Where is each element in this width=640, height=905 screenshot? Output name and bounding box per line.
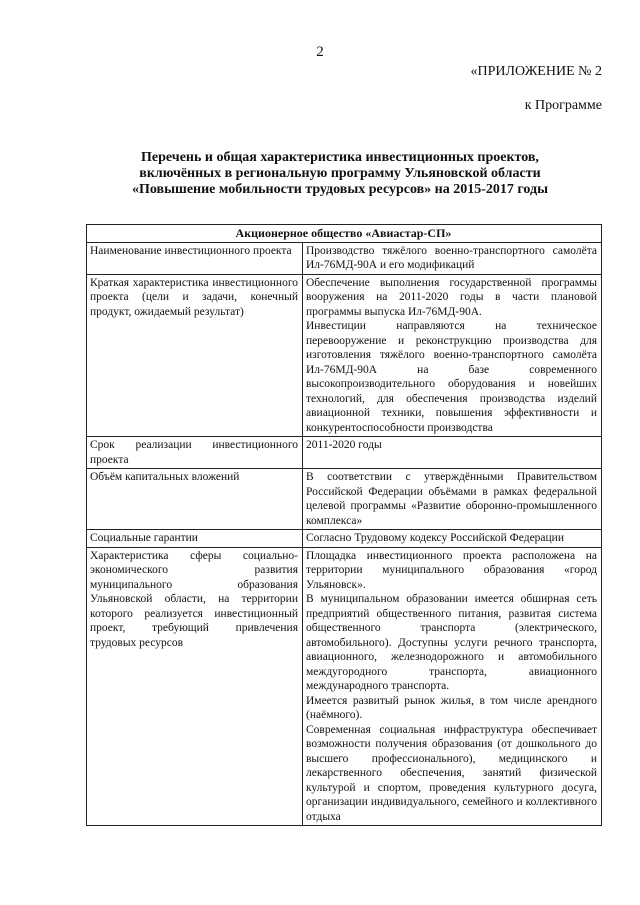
row-label-social-guarantees: Социальные гарантии — [87, 530, 303, 548]
appendix-label: «ПРИЛОЖЕНИЕ № 2 — [470, 64, 602, 79]
row-label-project-name: Наименование инвестиционного проекта — [87, 242, 303, 274]
value-paragraph: 2011-2020 годы — [306, 439, 382, 451]
row-value-project-name — [303, 242, 602, 274]
value-paragraph: Площадка инвестиционного проекта расположена на территории муниципального образования «город Ульяновск». — [306, 549, 597, 591]
row-value-social-guarantees — [303, 530, 602, 548]
projects-table — [86, 224, 602, 826]
table-row — [87, 469, 602, 530]
row-label-capital-investment: Объём капитальных вложений — [87, 469, 303, 530]
value-paragraph: В муниципальном образовании имеется обширная сеть предприятий общественного питания, развитая система общественного транспорта (электрического, автомобильного). Доступны услуги речного транспорта, авиационного, железнодорожного и автомобильного междугородного транспорта, авиационного международного транспорта. — [306, 593, 597, 692]
table-row — [87, 547, 602, 826]
title-line-3: «Повышение мобильности трудовых ресурсов» на 2015-2017 годы — [131, 182, 549, 197]
table-row — [87, 437, 602, 469]
value-paragraph: Обеспечение выполнения государственной программы вооружения на 2011-2020 годы в части плановой программы выпуска Ил-76МД-90А. — [306, 276, 597, 318]
row-label-project-description: Краткая характеристика инвестиционного проекта (цели и задачи, конечный продукт, ожидаемый результат) — [87, 274, 303, 437]
title-line-2: включённых в региональную программу Ульяновской области — [139, 166, 541, 181]
table-row — [87, 530, 602, 548]
document-title — [60, 150, 620, 198]
row-value-capital-investment — [303, 469, 602, 530]
value-paragraph: Инвестиции направляются на техническое перевооружение и реконструкцию производства для изготовления тяжёлого военно-транспортного самолёта Ил-76МД-90А на базе современного высокопроизводительного оборудования и новейших технологий, для обеспечения производства изделий авиационной техники, повышения эффективности и конкурентоспособности производства — [306, 320, 597, 434]
program-label: к Программе — [524, 98, 602, 113]
title-line-1: Перечень и общая характеристика инвестиционных проектов, — [141, 150, 539, 165]
company-row — [87, 225, 602, 243]
value-paragraph: Современная социальная инфраструктура обеспечивает возможности получения образования (от дошкольного до высшего профессионального), медицинского и лекарственного обеспечения, занятий физической культурой и спортом, проведения культурного досуга, организации индивидуального, семейного и коллективного отдыха — [306, 723, 597, 823]
row-value-municipality-characteristics — [303, 547, 602, 826]
row-value-project-term — [303, 437, 602, 469]
company-name: Акционерное общество «Авиастар-СП» — [87, 225, 602, 243]
row-label-municipality-characteristics: Характеристика сферы социально-экономического развития муниципального образования Ульяновской области, на территории которого реализуется инвестиционный проект, требующий привлечения трудовых ресурсов — [87, 547, 303, 826]
page-number: 2 — [316, 44, 324, 60]
row-value-project-description — [303, 274, 602, 437]
row-label-project-term: Срок реализации инвестиционного проекта — [87, 437, 303, 469]
value-paragraph: Производство тяжёлого военно-транспортного самолёта Ил-76МД-90А и его модификаций — [306, 244, 597, 271]
table-row — [87, 242, 602, 274]
value-paragraph: Согласно Трудовому кодексу Российской Федерации — [306, 532, 564, 544]
value-paragraph: В соответствии с утверждёнными Правительством Российской Федерации объёмами в рамках федеральной целевой программы «Развитие оборонно-промышленного комплекса» — [306, 471, 597, 527]
value-paragraph: Имеется развитый рынок жилья, в том числе арендного (наёмного). — [306, 694, 597, 721]
table-row — [87, 274, 602, 437]
